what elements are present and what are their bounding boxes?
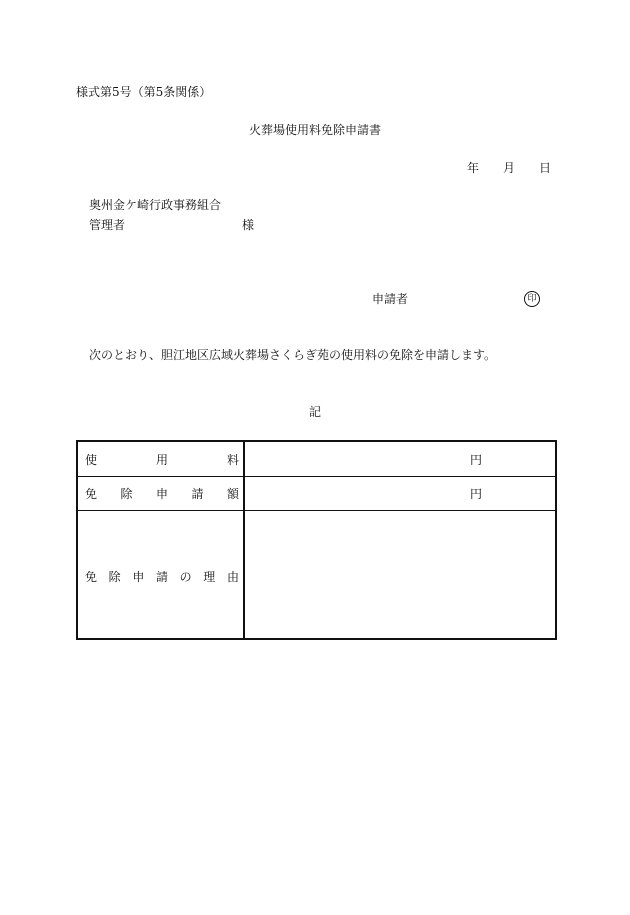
table-row-divider [78, 510, 555, 511]
date-month-label: 月 [503, 161, 516, 175]
exemption-reason-label: 免 除 申 請 の 理 由 [85, 570, 239, 584]
addressee-organization: 奥州金ケ崎行政事務組合 [89, 198, 222, 212]
form-number: 様式第5号（第5条関係） [76, 85, 212, 99]
usage-fee-label: 使 用 料 [85, 453, 239, 467]
table-row-divider [78, 476, 555, 477]
exemption-amount-unit: 円 [470, 487, 483, 501]
table-column-divider [243, 442, 245, 638]
date-day-label: 日 [539, 161, 552, 175]
addressee-honorific: 様 [242, 218, 255, 232]
seal-icon: 印 [524, 291, 540, 307]
usage-fee-unit: 円 [470, 453, 483, 467]
addressee-title: 管理者 [89, 218, 126, 232]
document-title: 火葬場使用料免除申請書 [248, 123, 381, 137]
applicant-label: 申請者 [372, 292, 409, 306]
detail-table [76, 440, 557, 640]
exemption-amount-label: 免 除 申 請 額 [85, 487, 239, 501]
ki-heading: 記 [308, 405, 321, 419]
application-statement: 次のとおり、胆江地区広域火葬場さくらぎ苑の使用料の免除を申請します。 [89, 348, 497, 362]
date-year-label: 年 [467, 161, 480, 175]
